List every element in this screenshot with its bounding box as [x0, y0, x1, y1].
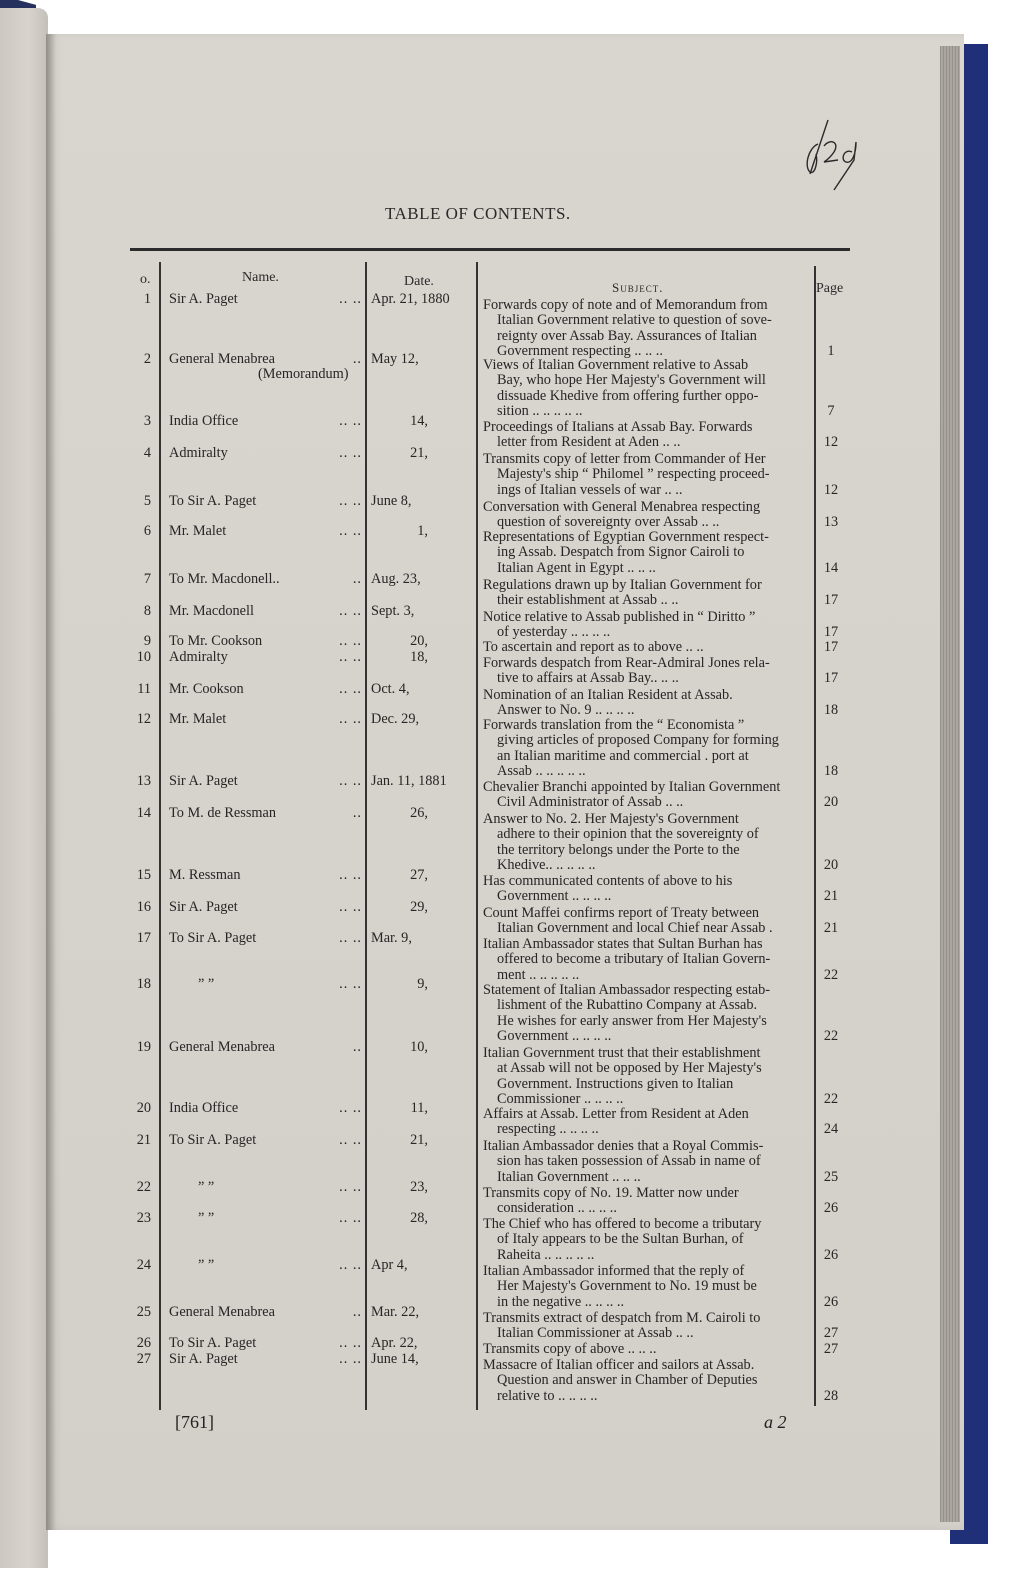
- row-number: 16: [136, 899, 151, 915]
- row-date: Mar. 22,: [371, 1304, 420, 1320]
- row-date: Apr. 21, 1880: [371, 291, 450, 307]
- row-number: 18: [136, 976, 151, 992]
- row-page: 1: [827, 343, 835, 360]
- subject-line: giving articles of proposed Company for forming: [497, 732, 779, 749]
- row-date: 21,: [410, 1132, 428, 1148]
- subject-line: Majesty's ship “ Philomel ” respecting proceed-: [497, 466, 770, 483]
- row-name: To M. de Ressman: [169, 805, 277, 821]
- subject-line: Forwards translation from the “ Economista ”: [483, 717, 745, 733]
- header-date: Date.: [404, 274, 434, 289]
- row-name: Sir A. Paget: [169, 291, 238, 307]
- row-number: 3: [143, 413, 151, 429]
- subject-line: Transmits copy of letter from Commander of Her: [483, 451, 766, 467]
- row-name-leader-dots: .. ..: [339, 976, 362, 992]
- printer-signature: [761]: [175, 1412, 214, 1432]
- row-date: May 12,: [371, 351, 419, 367]
- row-name: ” ”: [198, 1179, 215, 1195]
- row-name-leader-dots: ..: [352, 351, 362, 367]
- row-page: 17: [823, 670, 839, 687]
- subject-line: Forwards despatch from Rear-Admiral Jones rela-: [483, 655, 770, 671]
- row-name-leader-dots: .. ..: [339, 1210, 362, 1226]
- row-subject: [483, 1046, 808, 1108]
- row-subject: [483, 358, 808, 420]
- row-name-leader-dots: .. ..: [339, 711, 362, 727]
- row-date: Mar. 9,: [371, 930, 412, 946]
- subject-line: Affairs at Assab. Letter from Resident at Aden: [483, 1106, 749, 1122]
- row-date: Apr 4,: [371, 1257, 408, 1273]
- row-name-leader-dots: .. ..: [339, 867, 362, 883]
- row-number: 12: [136, 711, 151, 727]
- row-subject: [483, 688, 808, 719]
- row-name-leader-dots: .. ..: [339, 633, 362, 649]
- subject-line: Chevalier Branchi appointed by Italian Government: [483, 779, 781, 795]
- row-date: Aug. 23,: [371, 571, 421, 587]
- row-name-leader-dots: ..: [352, 1304, 362, 1320]
- row-name-leader-dots: .. ..: [339, 1179, 362, 1195]
- row-date: 1,: [417, 523, 428, 539]
- row-name: To Sir A. Paget: [169, 493, 257, 509]
- row-date: 28,: [410, 1210, 428, 1226]
- subject-line: at Assab will not be opposed by Her Majesty's: [497, 1060, 762, 1077]
- subject-line: Question and answer in Chamber of Deputies: [497, 1372, 758, 1389]
- row-name: Admiralty: [169, 649, 228, 665]
- row-number: 5: [143, 493, 151, 509]
- subject-line: Khedive.. .. .. .. ..: [497, 857, 596, 874]
- row-name: General Menabrea: [169, 1039, 275, 1055]
- subject-line: adhere to their opinion that the sovereignty of: [497, 826, 759, 843]
- row-name: ” ”: [198, 1257, 215, 1273]
- subject-line: To ascertain and report as to above .. ..: [483, 639, 704, 655]
- row-name: Sir A. Paget: [169, 1351, 238, 1367]
- row-name-leader-dots: .. ..: [339, 1351, 362, 1367]
- subject-line: sion has taken possession of Assab in name of: [497, 1153, 761, 1170]
- subject-line: Proceedings of Italians at Assab Bay. Forwards: [483, 419, 753, 435]
- row-date: 20,: [410, 633, 428, 649]
- row-date: Apr. 22,: [371, 1335, 418, 1351]
- subject-line: Notice relative to Assab published in “ Diritto ”: [483, 609, 756, 625]
- subject-line: ment .. .. .. .. ..: [497, 966, 580, 983]
- row-name: ” ”: [198, 1210, 215, 1226]
- row-date: 21,: [410, 445, 428, 461]
- subject-line: Italian Government .. .. ..: [497, 1168, 641, 1185]
- row-page: 27: [823, 1341, 839, 1357]
- row-page: 14: [823, 559, 839, 576]
- subject-line: ings of Italian vessels of war .. ..: [497, 481, 683, 498]
- row-name: Sir A. Paget: [169, 773, 238, 789]
- subject-line: dissuade Khedive from offering further oppo-: [497, 387, 759, 404]
- row-page: 22: [823, 1091, 839, 1108]
- subject-line: the territory belongs under the Porte to the: [497, 841, 740, 858]
- divider-no-name: [159, 262, 161, 1410]
- subject-line: letter from Resident at Aden .. ..: [497, 434, 681, 451]
- subject-line: Assab .. .. .. .. ..: [497, 763, 586, 780]
- row-page: 26: [823, 1293, 839, 1310]
- subject-line: Transmits copy of No. 19. Matter now under: [483, 1185, 739, 1201]
- row-number: 27: [136, 1351, 151, 1367]
- row-date: 23,: [410, 1179, 428, 1195]
- row-page: 18: [823, 702, 839, 719]
- row-subject: [483, 452, 808, 498]
- row-page: 12: [823, 434, 839, 451]
- row-subject: [483, 1139, 808, 1185]
- subject-line: Italian Government relative to question of sove-: [497, 312, 772, 329]
- header-no: o.: [140, 272, 151, 287]
- subject-line: Transmits copy of above .. .. ..: [483, 1341, 657, 1357]
- row-subject: [483, 906, 808, 937]
- row-number: 23: [136, 1210, 151, 1226]
- row-name-leader-dots: .. ..: [339, 899, 362, 915]
- row-number: 9: [143, 633, 151, 649]
- row-number: 11: [137, 681, 151, 697]
- row-number: 17: [136, 930, 151, 946]
- row-page: 27: [823, 1325, 839, 1342]
- row-name-leader-dots: .. ..: [339, 603, 362, 619]
- row-name-leader-dots: .. ..: [339, 1335, 362, 1351]
- header-name: Name.: [242, 270, 279, 285]
- row-subject: [483, 1311, 808, 1342]
- subject-line: Civil Administrator of Assab .. ..: [497, 794, 684, 811]
- row-page: 12: [823, 481, 839, 498]
- row-subject: [483, 500, 808, 531]
- row-page: 24: [823, 1121, 839, 1138]
- row-number: 25: [136, 1304, 151, 1320]
- subject-line: their establishment at Assab .. ..: [497, 592, 679, 609]
- divider-name-date: [365, 262, 367, 1410]
- handwritten-folio-number: [800, 112, 870, 192]
- row-page: 17: [823, 639, 839, 655]
- row-number: 22: [136, 1179, 151, 1195]
- row-name: M. Ressman: [169, 867, 241, 883]
- row-name-leader-dots: .. ..: [339, 1100, 362, 1116]
- subject-line: Italian Government trust that their establishment: [483, 1045, 761, 1061]
- subject-line: Views of Italian Government relative to Assab: [483, 357, 749, 373]
- row-date: Sept. 3,: [371, 603, 415, 619]
- row-name-leader-dots: .. ..: [339, 773, 362, 789]
- subject-line: Government respecting .. .. ..: [497, 343, 663, 360]
- row-number: 4: [143, 445, 151, 461]
- row-subject: [483, 718, 808, 780]
- subject-line: Representations of Egyptian Government respect-: [483, 529, 769, 545]
- subject-line: offered to become a tributary of Italian Govern-: [497, 951, 771, 968]
- subject-line: Answer to No. 2. Her Majesty's Government: [483, 811, 739, 827]
- row-name-leader-dots: .. ..: [339, 413, 362, 429]
- subject-line: Italian Agent in Egypt .. .. ..: [497, 559, 656, 576]
- row-number: 13: [136, 773, 151, 789]
- row-subject: [483, 420, 808, 451]
- row-page: 18: [823, 763, 839, 780]
- row-subject: [483, 1217, 808, 1263]
- row-subject: [483, 874, 808, 905]
- row-name: India Office: [169, 413, 239, 429]
- subject-line: Italian Government and local Chief near Assab .: [497, 920, 773, 937]
- row-page: 7: [827, 403, 835, 420]
- subject-line: Her Majesty's Government to No. 19 must be: [497, 1278, 757, 1295]
- row-name-leader-dots: ..: [352, 571, 362, 587]
- subject-line: Commissioner .. .. .. ..: [497, 1091, 624, 1108]
- row-name-leader-dots: .. ..: [339, 930, 362, 946]
- subject-line: Massacre of Italian officer and sailors at Assab.: [483, 1357, 755, 1373]
- subject-line: Conversation with General Menabrea respecting: [483, 499, 761, 515]
- subject-line: an Italian maritime and commercial . port at: [497, 747, 749, 764]
- row-name-leader-dots: .. ..: [339, 1257, 362, 1273]
- row-page: 21: [823, 888, 839, 905]
- subject-line: He wishes for early answer from Her Majesty's: [497, 1012, 767, 1029]
- subject-line: in the negative .. .. .. ..: [497, 1293, 625, 1310]
- row-subject: [483, 1342, 808, 1357]
- row-name-leader-dots: .. ..: [339, 681, 362, 697]
- row-number: 8: [143, 603, 151, 619]
- subject-line: question of sovereignty over Assab .. ..: [497, 514, 720, 531]
- row-name-leader-dots: ..: [352, 1039, 362, 1055]
- row-subject: [483, 656, 808, 687]
- row-subject: [483, 610, 808, 641]
- row-name: To Mr. Macdonell..: [169, 571, 280, 587]
- subject-line: sition .. .. .. .. ..: [497, 403, 583, 420]
- subject-line: Italian Ambassador denies that a Royal Commis-: [483, 1138, 764, 1154]
- svg-text:629: 629: [800, 112, 802, 113]
- row-name: India Office: [169, 1100, 239, 1116]
- header-rule: [130, 248, 850, 251]
- row-name-leader-dots: .. ..: [339, 445, 362, 461]
- row-number: 7: [143, 571, 151, 587]
- row-date: Oct. 4,: [371, 681, 410, 697]
- subject-line: ing Assab. Despatch from Signor Cairoli to: [497, 544, 745, 561]
- row-date: 26,: [410, 805, 428, 821]
- row-date: June 8,: [371, 493, 412, 509]
- row-name: Mr. Cookson: [169, 681, 244, 697]
- row-name: ” ”: [198, 976, 215, 992]
- row-name: Mr. Malet: [169, 523, 227, 539]
- page-title: TABLE OF CONTENTS.: [385, 204, 571, 223]
- subject-line: of Italy appears to be the Sultan Burhan, of: [497, 1231, 744, 1248]
- subject-line: respecting .. .. .. ..: [497, 1121, 599, 1138]
- subject-line: Government .. .. .. ..: [497, 1028, 612, 1045]
- row-number: 1: [143, 291, 151, 307]
- subject-line: lishment of the Rubattino Company at Assab.: [497, 997, 758, 1014]
- subject-line: reignty over Assab Bay. Assurances of Italian: [497, 327, 757, 344]
- subject-line: Transmits extract of despatch from M. Cairoli to: [483, 1310, 761, 1326]
- row-name-leader-dots: .. ..: [339, 649, 362, 665]
- row-name-leader-dots: .. ..: [339, 1132, 362, 1148]
- row-number: 20: [136, 1100, 151, 1116]
- row-date: 29,: [410, 899, 428, 915]
- row-name-leader-dots: ..: [352, 805, 362, 821]
- row-name: To Sir A. Paget: [169, 930, 257, 946]
- row-date: Dec. 29,: [371, 711, 420, 727]
- subject-line: tive to affairs at Assab Bay.. .. ..: [497, 670, 679, 687]
- row-subject: [483, 298, 808, 360]
- row-date: 18,: [410, 649, 428, 665]
- row-number: 14: [136, 805, 151, 821]
- row-page: 21: [823, 920, 839, 937]
- subject-line: of yesterday .. .. .. ..: [497, 624, 611, 641]
- row-date: 11,: [410, 1100, 428, 1116]
- row-number: 26: [136, 1335, 151, 1351]
- subject-line: Bay, who hope Her Majesty's Government will: [497, 372, 766, 389]
- subject-line: Forwards copy of note and of Memorandum from: [483, 297, 768, 313]
- row-date: 9,: [417, 976, 428, 992]
- row-name-note: (Memorandum): [258, 366, 349, 382]
- row-subject: [483, 983, 808, 1045]
- row-name-leader-dots: .. ..: [339, 291, 362, 307]
- row-number: 15: [136, 867, 151, 883]
- subject-line: Regulations drawn up by Italian Government for: [483, 577, 762, 593]
- row-page: 25: [823, 1168, 839, 1185]
- row-subject: [483, 812, 808, 874]
- row-name: To Sir A. Paget: [169, 1132, 257, 1148]
- subject-line: relative to .. .. .. ..: [497, 1387, 598, 1404]
- row-number: 19: [136, 1039, 151, 1055]
- row-number: 24: [136, 1257, 151, 1273]
- gutter-shadow: [46, 34, 56, 1530]
- row-page: 28: [823, 1387, 839, 1404]
- row-subject: [483, 1186, 808, 1217]
- row-subject: [483, 1264, 808, 1310]
- subject-line: Italian Ambassador informed that the reply of: [483, 1263, 745, 1279]
- row-page: 22: [823, 966, 839, 983]
- subject-line: Has communicated contents of above to his: [483, 873, 733, 889]
- row-subject: [483, 1107, 808, 1138]
- row-name: General Menabrea: [169, 351, 275, 367]
- left-page-edge: [0, 8, 48, 1568]
- row-name-leader-dots: .. ..: [339, 493, 362, 509]
- subject-line: Italian Commissioner at Assab .. ..: [497, 1325, 694, 1342]
- row-page: 17: [823, 624, 839, 641]
- row-name: Sir A. Paget: [169, 899, 238, 915]
- subject-line: Italian Ambassador states that Sultan Burhan has: [483, 936, 763, 952]
- row-name: To Mr. Cookson: [169, 633, 263, 649]
- subject-line: consideration .. .. .. ..: [497, 1200, 617, 1217]
- subject-line: Government .. .. .. ..: [497, 888, 612, 905]
- row-page: 13: [823, 514, 839, 531]
- row-subject: [483, 640, 808, 655]
- row-subject: [483, 578, 808, 609]
- page-stack-edges: [940, 46, 960, 1522]
- subject-line: Government. Instructions given to Italian: [497, 1075, 734, 1092]
- row-subject: [483, 937, 808, 983]
- row-number: 2: [143, 351, 151, 367]
- header-page: Page: [816, 281, 844, 296]
- row-date: Jan. 11, 1881: [371, 773, 447, 789]
- row-date: June 14,: [371, 1351, 419, 1367]
- header-subject: Subject.: [612, 280, 664, 295]
- subject-line: Raheita .. .. .. .. ..: [497, 1246, 595, 1263]
- row-number: 10: [136, 649, 151, 665]
- row-number: 6: [143, 523, 151, 539]
- subject-line: Nomination of an Italian Resident at Assab.: [483, 687, 733, 703]
- row-subject: [483, 1358, 808, 1404]
- subject-line: Statement of Italian Ambassador respecting estab-: [483, 982, 771, 998]
- row-page: 17: [823, 592, 839, 609]
- subject-line: The Chief who has offered to become a tributary: [483, 1216, 762, 1232]
- row-subject: [483, 530, 808, 576]
- row-date: 27,: [410, 867, 428, 883]
- divider-date-subject: [476, 262, 478, 1410]
- row-name: To Sir A. Paget: [169, 1335, 257, 1351]
- subject-line: Count Maffei confirms report of Treaty between: [483, 905, 760, 921]
- subject-line: Answer to No. 9 .. .. .. ..: [497, 702, 635, 719]
- row-page: 20: [823, 794, 839, 811]
- row-name-leader-dots: .. ..: [339, 523, 362, 539]
- row-name: Admiralty: [169, 445, 228, 461]
- row-subject: [483, 780, 808, 811]
- row-number: 21: [136, 1132, 151, 1148]
- row-name: Mr. Macdonell: [169, 603, 254, 619]
- row-page: 22: [823, 1028, 839, 1045]
- row-name: General Menabrea: [169, 1304, 275, 1320]
- row-page: 20: [823, 857, 839, 874]
- row-page: 26: [823, 1246, 839, 1263]
- row-page: 26: [823, 1200, 839, 1217]
- row-name: Mr. Malet: [169, 711, 227, 727]
- signature-mark: a 2: [764, 1412, 787, 1432]
- row-date: 10,: [410, 1039, 428, 1055]
- row-date: 14,: [410, 413, 428, 429]
